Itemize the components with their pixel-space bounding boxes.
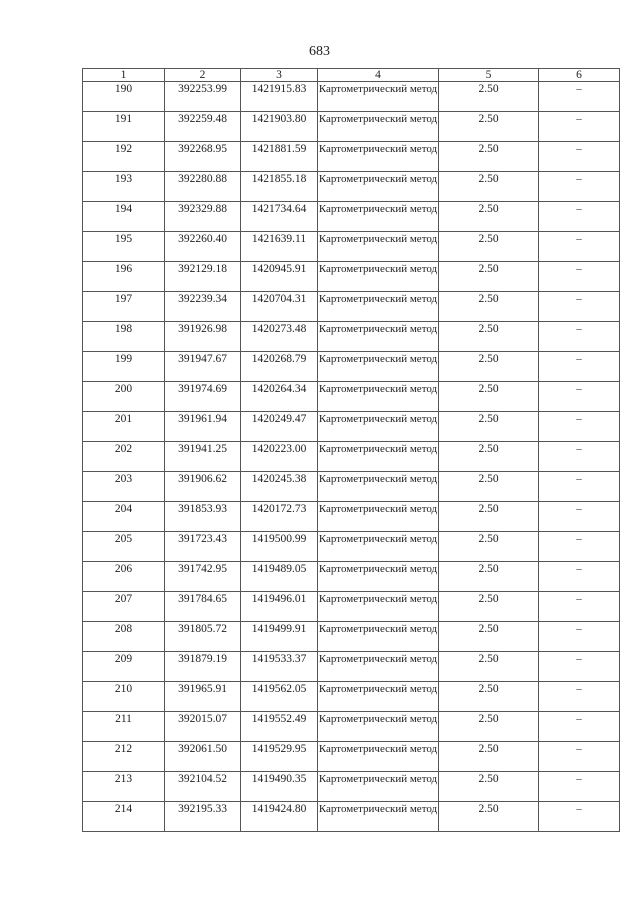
table-row [83,622,620,652]
method-cell: Картометрический метод [318,292,439,322]
table-row [83,772,620,802]
table-row [83,142,620,172]
method-cell: Картометрический метод [318,232,439,262]
x-coordinate-cell: 391965.91 [165,682,241,712]
x-coordinate-cell: 391906.62 [165,472,241,502]
description-cell: – [539,112,620,142]
description-cell: – [539,352,620,382]
point-number-cell: 194 [83,202,165,232]
x-coordinate-cell: 392280.88 [165,172,241,202]
accuracy-cell: 2.50 [439,172,539,202]
point-number-cell: 210 [83,682,165,712]
accuracy-cell: 2.50 [439,562,539,592]
y-coordinate-cell: 1420268.79 [241,352,318,382]
description-cell: – [539,532,620,562]
method-cell: Картометрический метод [318,352,439,382]
y-coordinate-cell: 1419529.95 [241,742,318,772]
x-coordinate-cell: 391961.94 [165,412,241,442]
accuracy-cell: 2.50 [439,592,539,622]
method-cell: Картометрический метод [318,142,439,172]
x-coordinate-cell: 391941.25 [165,442,241,472]
method-cell: Картометрический метод [318,532,439,562]
method-cell: Картометрический метод [318,772,439,802]
description-cell: – [539,772,620,802]
point-number-cell: 214 [83,802,165,832]
method-cell: Картометрический метод [318,742,439,772]
point-number-cell: 212 [83,742,165,772]
point-number-cell: 198 [83,322,165,352]
y-coordinate-cell: 1419496.01 [241,592,318,622]
table-row [83,382,620,412]
coordinates-table [82,68,620,832]
x-coordinate-cell: 392239.34 [165,292,241,322]
method-cell: Картометрический метод [318,682,439,712]
table-row [83,502,620,532]
description-cell: – [539,592,620,622]
x-coordinate-cell: 392260.40 [165,232,241,262]
accuracy-cell: 2.50 [439,112,539,142]
table-row [83,112,620,142]
point-number-cell: 191 [83,112,165,142]
method-cell: Картометрический метод [318,622,439,652]
method-cell: Картометрический метод [318,652,439,682]
method-cell: Картометрический метод [318,412,439,442]
column-header: 6 [539,69,620,82]
x-coordinate-cell: 391947.67 [165,352,241,382]
column-header: 4 [318,69,439,82]
method-cell: Картометрический метод [318,382,439,412]
description-cell: – [539,502,620,532]
x-coordinate-cell: 392259.48 [165,112,241,142]
y-coordinate-cell: 1420172.73 [241,502,318,532]
x-coordinate-cell: 391742.95 [165,562,241,592]
accuracy-cell: 2.50 [439,412,539,442]
description-cell: – [539,202,620,232]
accuracy-cell: 2.50 [439,142,539,172]
point-number-cell: 197 [83,292,165,322]
y-coordinate-cell: 1419489.05 [241,562,318,592]
method-cell: Картометрический метод [318,82,439,112]
table-row [83,322,620,352]
method-cell: Картометрический метод [318,262,439,292]
accuracy-cell: 2.50 [439,622,539,652]
accuracy-cell: 2.50 [439,532,539,562]
x-coordinate-cell: 391805.72 [165,622,241,652]
y-coordinate-cell: 1419424.80 [241,802,318,832]
point-number-cell: 208 [83,622,165,652]
page-number: 683 [309,44,330,59]
y-coordinate-cell: 1421915.83 [241,82,318,112]
method-cell: Картометрический метод [318,562,439,592]
x-coordinate-cell: 392061.50 [165,742,241,772]
table-row [83,592,620,622]
description-cell: – [539,142,620,172]
description-cell: – [539,562,620,592]
method-cell: Картометрический метод [318,202,439,232]
description-cell: – [539,322,620,352]
method-cell: Картометрический метод [318,802,439,832]
table-row [83,82,620,112]
y-coordinate-cell: 1420249.47 [241,412,318,442]
method-cell: Картометрический метод [318,712,439,742]
column-header: 3 [241,69,318,82]
point-number-cell: 203 [83,472,165,502]
description-cell: – [539,292,620,322]
x-coordinate-cell: 392253.99 [165,82,241,112]
y-coordinate-cell: 1420245.38 [241,472,318,502]
column-header: 2 [165,69,241,82]
description-cell: – [539,472,620,502]
x-coordinate-cell: 392268.95 [165,142,241,172]
accuracy-cell: 2.50 [439,502,539,532]
description-cell: – [539,652,620,682]
table-row [83,232,620,262]
x-coordinate-cell: 391926.98 [165,322,241,352]
accuracy-cell: 2.50 [439,382,539,412]
method-cell: Картометрический метод [318,472,439,502]
table-row [83,712,620,742]
description-cell: – [539,622,620,652]
description-cell: – [539,802,620,832]
y-coordinate-cell: 1419533.37 [241,652,318,682]
point-number-cell: 207 [83,592,165,622]
x-coordinate-cell: 392329.88 [165,202,241,232]
y-coordinate-cell: 1419490.35 [241,772,318,802]
table-row [83,472,620,502]
y-coordinate-cell: 1420704.31 [241,292,318,322]
method-cell: Картометрический метод [318,592,439,622]
description-cell: – [539,82,620,112]
method-cell: Картометрический метод [318,442,439,472]
table-row [83,742,620,772]
method-cell: Картометрический метод [318,322,439,352]
y-coordinate-cell: 1421855.18 [241,172,318,202]
x-coordinate-cell: 392129.18 [165,262,241,292]
point-number-cell: 213 [83,772,165,802]
point-number-cell: 204 [83,502,165,532]
table-row [83,172,620,202]
accuracy-cell: 2.50 [439,442,539,472]
point-number-cell: 196 [83,262,165,292]
accuracy-cell: 2.50 [439,82,539,112]
x-coordinate-cell: 391784.65 [165,592,241,622]
column-header: 5 [439,69,539,82]
description-cell: – [539,742,620,772]
y-coordinate-cell: 1421881.59 [241,142,318,172]
table-row [83,202,620,232]
accuracy-cell: 2.50 [439,772,539,802]
point-number-cell: 190 [83,82,165,112]
accuracy-cell: 2.50 [439,742,539,772]
accuracy-cell: 2.50 [439,652,539,682]
point-number-cell: 202 [83,442,165,472]
description-cell: – [539,172,620,202]
y-coordinate-cell: 1421639.11 [241,232,318,262]
x-coordinate-cell: 392195.33 [165,802,241,832]
point-number-cell: 192 [83,142,165,172]
accuracy-cell: 2.50 [439,262,539,292]
method-cell: Картометрический метод [318,112,439,142]
table-row [83,562,620,592]
description-cell: – [539,712,620,742]
table-row [83,292,620,322]
accuracy-cell: 2.50 [439,712,539,742]
table-row [83,652,620,682]
y-coordinate-cell: 1419499.91 [241,622,318,652]
table-row [83,802,620,832]
point-number-cell: 211 [83,712,165,742]
x-coordinate-cell: 392015.07 [165,712,241,742]
point-number-cell: 193 [83,172,165,202]
accuracy-cell: 2.50 [439,202,539,232]
y-coordinate-cell: 1420223.00 [241,442,318,472]
table-header-row [83,69,620,82]
x-coordinate-cell: 391853.93 [165,502,241,532]
point-number-cell: 201 [83,412,165,442]
point-number-cell: 206 [83,562,165,592]
description-cell: – [539,682,620,712]
table-row [83,262,620,292]
table-row [83,442,620,472]
point-number-cell: 205 [83,532,165,562]
y-coordinate-cell: 1419562.05 [241,682,318,712]
point-number-cell: 209 [83,652,165,682]
x-coordinate-cell: 392104.52 [165,772,241,802]
accuracy-cell: 2.50 [439,682,539,712]
accuracy-cell: 2.50 [439,292,539,322]
method-cell: Картометрический метод [318,172,439,202]
y-coordinate-cell: 1421903.80 [241,112,318,142]
table-row [83,682,620,712]
description-cell: – [539,232,620,262]
y-coordinate-cell: 1420273.48 [241,322,318,352]
accuracy-cell: 2.50 [439,472,539,502]
x-coordinate-cell: 391879.19 [165,652,241,682]
accuracy-cell: 2.50 [439,802,539,832]
description-cell: – [539,382,620,412]
x-coordinate-cell: 391723.43 [165,532,241,562]
method-cell: Картометрический метод [318,502,439,532]
description-cell: – [539,442,620,472]
point-number-cell: 200 [83,382,165,412]
description-cell: – [539,412,620,442]
table-row [83,532,620,562]
x-coordinate-cell: 391974.69 [165,382,241,412]
accuracy-cell: 2.50 [439,322,539,352]
column-header: 1 [83,69,165,82]
accuracy-cell: 2.50 [439,352,539,382]
table-row [83,352,620,382]
point-number-cell: 199 [83,352,165,382]
y-coordinate-cell: 1419552.49 [241,712,318,742]
accuracy-cell: 2.50 [439,232,539,262]
y-coordinate-cell: 1419500.99 [241,532,318,562]
y-coordinate-cell: 1421734.64 [241,202,318,232]
y-coordinate-cell: 1420264.34 [241,382,318,412]
table-row [83,412,620,442]
description-cell: – [539,262,620,292]
y-coordinate-cell: 1420945.91 [241,262,318,292]
point-number-cell: 195 [83,232,165,262]
